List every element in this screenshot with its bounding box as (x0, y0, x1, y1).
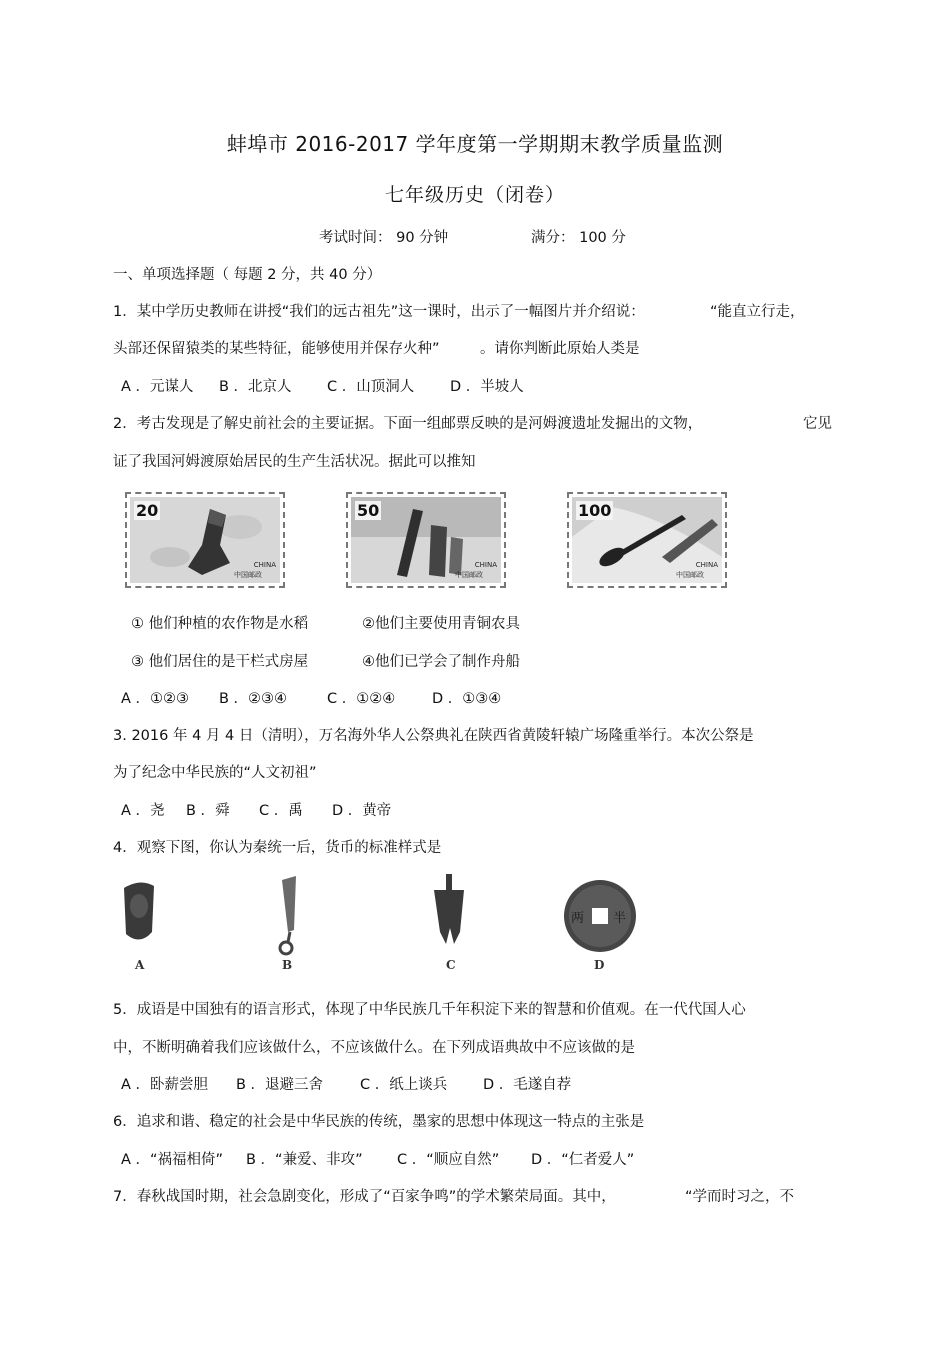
q1-line1b: “能直立行走， (710, 304, 805, 320)
q1-option-d: D ．半坡人 (450, 379, 524, 395)
q2-line1a: 2．考古发现是了解史前社会的主要证据。下面一组邮票反映的是河姆渡遗址发掘出的文物， (113, 416, 703, 432)
q7-line1a: 7．春秋战国时期，社会急剧变化，形成了“百家争鸣”的学术繁荣局面。其中， (113, 1189, 616, 1205)
exam-score: 满分： 100 分 (531, 230, 626, 246)
q1-option-b: B ．北京人 (219, 379, 292, 395)
q3-option-d: D ．黄帝 (332, 803, 392, 819)
stamp-50 (346, 492, 506, 588)
q6-option-a: A ．“祸福相倚” (121, 1152, 224, 1168)
stamp-value: 50 (357, 501, 380, 520)
q5-option-a: A ．卧薪尝胆 (121, 1077, 209, 1093)
q6-option-c: C ．“顺应自然” (397, 1152, 500, 1168)
q4-line1: 4．观察下图，你认为秦统一后，货币的标准样式是 (113, 840, 442, 856)
q3-line1: 3. 2016 年 4 月 4 日（清明），万名海外华人公祭典礼在陕西省黄陵轩辕广场隆重举行。本次公祭是 (113, 728, 754, 744)
stamp-country: CHINA (253, 561, 276, 569)
q6-line1: 6．追求和谐、稳定的社会是中华民族的传统，墨家的思想中体现这一特点的主张是 (113, 1114, 645, 1130)
q2-line2: 证了我国河姆渡原始居民的生产生活状况。据此可以推知 (113, 454, 476, 470)
coin-figures (110, 870, 670, 980)
q6-option-b: B ．“兼爱、非攻” (246, 1152, 363, 1168)
q3-option-a: A ．尧 (121, 803, 165, 819)
q1-option-a: A ．元谋人 (121, 379, 194, 395)
q3-option-b: B ．舜 (186, 803, 230, 819)
q5-option-c: C ．纸上谈兵 (360, 1077, 448, 1093)
q2-statement-3: ③ 他们居住的是干栏式房屋 (131, 654, 309, 670)
stamp-value: 100 (578, 501, 612, 520)
q2-option-b: B ．②③④ (219, 691, 288, 707)
ban-liang-coin-icon (564, 880, 636, 952)
coin-label-b: B (282, 958, 293, 972)
stamp-value: 20 (136, 501, 159, 520)
ant-nose-coin-icon (124, 882, 154, 939)
exam-title: 蚌埠市 2016-2017 学年度第一学期期末教学质量监测 (226, 132, 724, 156)
q1-line2b: 。请你判断此原始人类是 (480, 341, 640, 357)
q3-option-c: C ．禹 (259, 803, 303, 819)
coin-label-c: C (446, 958, 456, 972)
stamp-post: 中国邮政 (676, 571, 704, 579)
q5-line2: 中，不断明确着我们应该做什么，不应该做什么。在下列成语典故中不应该做的是 (113, 1040, 635, 1056)
q5-option-d: D ．毛遂自荐 (483, 1077, 572, 1093)
q7-line1b: “学而时习之，不 (685, 1189, 795, 1205)
stamp-20 (125, 492, 285, 588)
q2-option-a: A ．①②③ (121, 691, 190, 707)
stamp-post: 中国邮政 (455, 571, 483, 579)
coin-label-d: D (594, 958, 605, 972)
stamp-50-image (351, 497, 501, 583)
q6-option-d: D ．“仁者爱人” (531, 1152, 635, 1168)
exam-time: 考试时间： 90 分钟 (319, 230, 449, 246)
stamp-country: CHINA (474, 561, 497, 569)
q5-line1: 5．成语是中国独有的语言形式，体现了中华民族几千年积淀下来的智慧和价值观。在一代代国人心 (113, 1002, 746, 1018)
q5-option-b: B ．退避三舍 (236, 1077, 324, 1093)
stamp-100 (567, 492, 727, 588)
knife-coin-icon (280, 876, 296, 954)
stamp-100-image (572, 497, 722, 583)
q2-statement-1: ① 他们种植的农作物是水稻 (131, 616, 309, 632)
q1-line2a: 头部还保留猿类的某些特征，能够使用并保存火种” (113, 341, 440, 357)
q2-line1b: 它见 (803, 416, 832, 432)
stamp-country: CHINA (695, 561, 718, 569)
exam-subtitle: 七年级历史（闭卷） (384, 184, 565, 206)
q2-option-d: D ．①③④ (432, 691, 502, 707)
coin-d-char-left: 两 (571, 911, 585, 926)
spade-coin-icon (434, 874, 464, 944)
stamp-post: 中国邮政 (234, 571, 262, 579)
coin-d-char-right: 半 (613, 911, 627, 926)
q1-line1a: 1．某中学历史教师在讲授“我们的远古祖先”这一课时，出示了一幅图片并介绍说： (113, 304, 645, 320)
q2-statement-2: ②他们主要使用青铜农具 (362, 616, 520, 632)
section-heading: 一、单项选择题（ 每题 2 分，共 40 分） (113, 267, 382, 283)
stamp-20-image (130, 497, 280, 583)
q2-option-c: C ．①②④ (327, 691, 396, 707)
q1-option-c: C ．山顶洞人 (327, 379, 415, 395)
coin-label-a: A (135, 958, 145, 972)
q2-statement-4: ④他们已学会了制作舟船 (362, 654, 520, 670)
q3-line2: 为了纪念中华民族的“人文初祖” (113, 765, 317, 781)
